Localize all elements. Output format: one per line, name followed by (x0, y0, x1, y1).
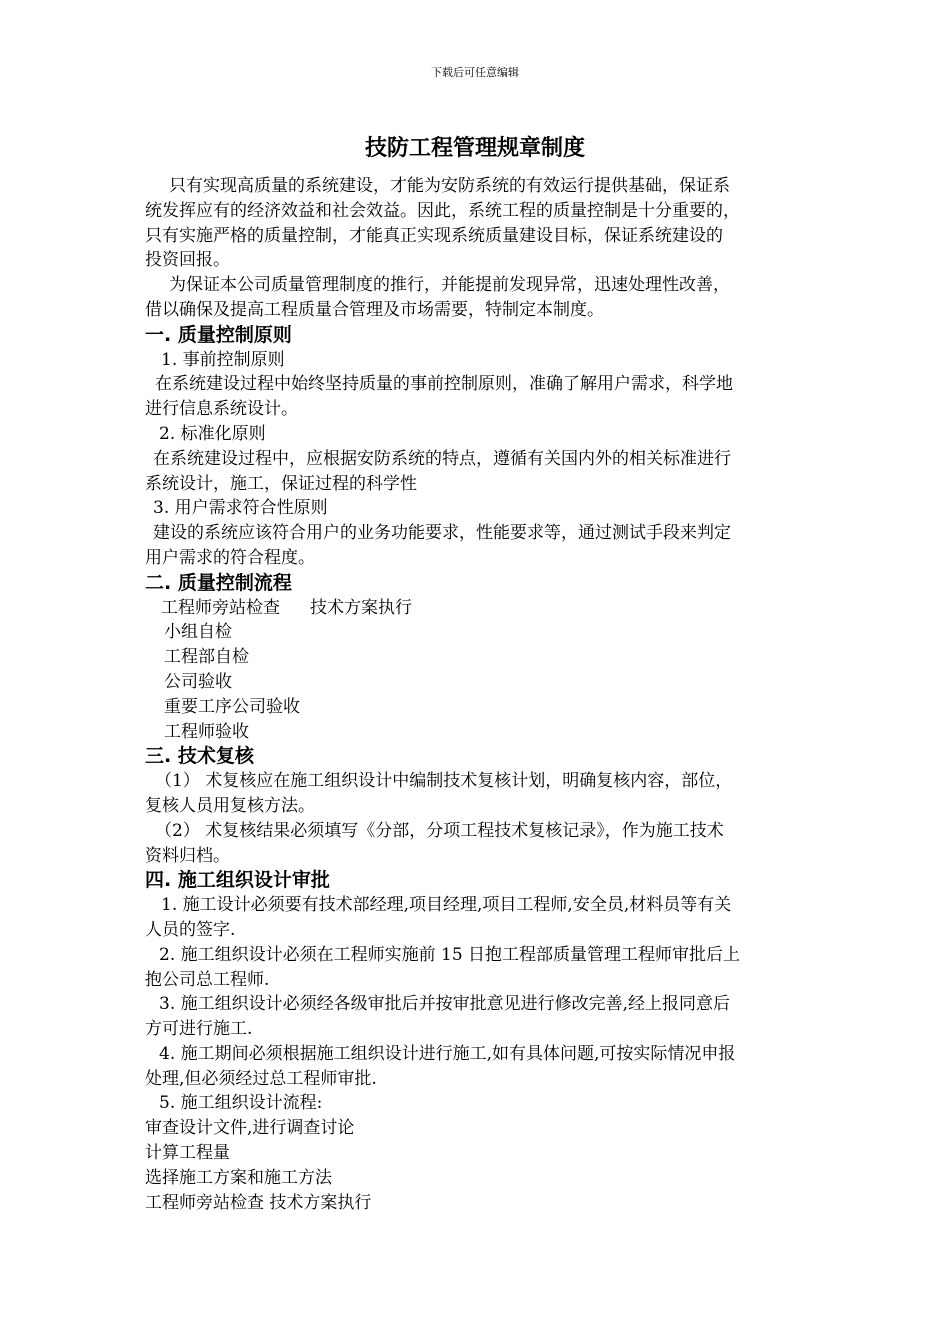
intro-p1-line: 投资回报。 (145, 250, 230, 271)
intro-p1-line: 只有实施严格的质量控制，才能真正实现系统质量建设目标，保证系统建设的 (145, 225, 723, 246)
intro-p2-line: 为保证本公司质量管理制度的推行，并能提前发现异常，迅速处理性改善， (169, 275, 730, 296)
item-text-line: 用户需求的符合程度。 (145, 547, 315, 568)
flow-step: 重要工序公司验收 (164, 696, 300, 717)
item-text-line: 2. 施工组织设计必须在工程师实施前 15 日抱工程部质量管理工程师审批后上 (159, 944, 741, 965)
intro-p1-line: 统发挥应有的经济效益和社会效益。因此，系统工程的质量控制是十分重要的， (145, 200, 740, 221)
item-text-line: 人员的签字. (145, 919, 236, 940)
item-title: 1. 事前控制原则 (161, 349, 285, 370)
item-text-line: （2） 术复核结果必须填写《分部，分项工程技术复核记录》，作为施工技术 (155, 820, 724, 841)
item-text-line: 抱公司总工程师. (145, 969, 270, 990)
item-text-line: 复核人员用复核方法。 (145, 795, 315, 816)
flow-step: 技术方案执行 (310, 597, 412, 618)
item-text-line: 3. 施工组织设计必须经各级审批后并按审批意见进行修改完善,经上报同意后 (159, 994, 731, 1015)
item-text-line: 4. 施工期间必须根据施工组织设计进行施工,如有具体问题,可按实际情况申报 (159, 1043, 736, 1064)
flow-step: 工程师旁站检查 (161, 597, 280, 618)
item-text-line: 1. 施工设计必须要有技术部经理,项目经理,项目工程师,安全员,材料员等有关 (161, 895, 732, 916)
item-title: 3. 用户需求符合性原则 (153, 498, 328, 519)
flow-step: 计算工程量 (145, 1143, 230, 1164)
intro-p2-line: 借以确保及提高工程质量合管理及市场需要，特制定本制度。 (145, 299, 604, 320)
header-note: 下载后可任意编辑 (431, 66, 519, 79)
item-text-line: 在系统建设过程中始终坚持质量的事前控制原则，准确了解用户需求，科学地 (155, 374, 733, 395)
item-title: 5. 施工组织设计流程: (159, 1093, 323, 1114)
document-body (145, 174, 813, 1215)
item-title: 2. 标准化原则 (159, 423, 266, 444)
intro-p1-line: 只有实现高质量的系统建设，才能为安防系统的有效运行提供基础，保证系 (169, 176, 730, 196)
document-title: 技防工程管理规章制度 (364, 136, 585, 161)
item-text-line: 方可进行施工. (145, 1019, 253, 1040)
section-heading: 一. 质量控制原则 (145, 323, 292, 346)
flow-step: 选择施工方案和施工方法 (145, 1167, 332, 1188)
item-text-line: 处理,但必须经过总工程师审批. (145, 1068, 377, 1089)
section-heading: 三. 技术复核 (145, 745, 254, 768)
flow-step: 工程师旁站检查 技术方案执行 (145, 1192, 372, 1213)
item-text-line: （1） 术复核应在施工组织设计中编制技术复核计划，明确复核内容，部位， (155, 771, 733, 792)
item-text-line: 在系统建设过程中，应根据安防系统的特点，遵循有关国内外的相关标准进行 (153, 448, 731, 469)
item-text-line: 资料归档。 (145, 845, 230, 866)
flow-step: 工程师验收 (164, 721, 249, 742)
section-heading: 二. 质量控制流程 (145, 571, 292, 594)
item-text-line: 进行信息系统设计。 (145, 399, 298, 420)
item-text-line: 系统设计，施工，保证过程的科学性 (145, 473, 417, 494)
flow-row (145, 596, 813, 621)
flow-step: 公司验收 (164, 671, 232, 692)
flow-step: 审查设计文件,进行调查讨论 (145, 1118, 355, 1139)
item-text-line: 建设的系统应该符合用户的业务功能要求，性能要求等，通过测试手段来判定 (153, 523, 731, 544)
flow-step: 工程部自检 (164, 647, 249, 668)
section-heading: 四. 施工组织设计审批 (145, 869, 330, 892)
flow-step: 小组自检 (164, 622, 232, 643)
